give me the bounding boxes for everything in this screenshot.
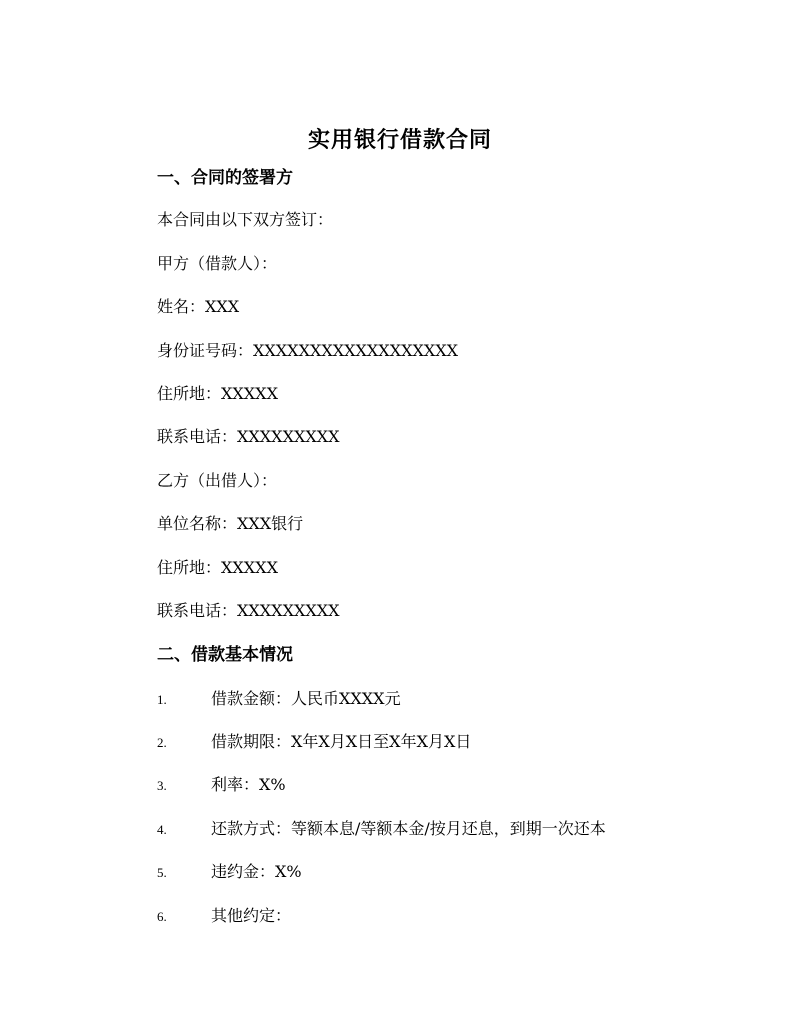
- list-number: 6.: [157, 909, 167, 924]
- party-a-name: 姓名：XXX: [157, 297, 240, 316]
- list-number: 1.: [157, 692, 167, 707]
- document-title: 实用银行借款合同: [307, 127, 492, 153]
- section-heading-loan-basics: 二、借款基本情况: [157, 645, 293, 665]
- list-number: 5.: [157, 865, 167, 880]
- list-text: 其他约定：: [211, 906, 292, 925]
- party-b-phone: 联系电话：XXXXXXXXX: [157, 601, 340, 620]
- party-b-organization: 单位名称：XXX银行: [157, 514, 304, 533]
- list-number: 4.: [157, 822, 167, 837]
- party-a-phone: 联系电话：XXXXXXXXX: [157, 427, 340, 446]
- list-number: 3.: [157, 778, 167, 793]
- party-a-label: 甲方（借款人）：: [157, 254, 278, 273]
- list-text: 还款方式：等额本息/等额本金/按月还息，到期一次还本: [211, 819, 606, 838]
- list-number: 2.: [157, 735, 167, 750]
- list-text: 借款金额：人民币XXXX元: [211, 689, 401, 708]
- list-text: 违约金：X%: [211, 862, 302, 881]
- section-heading-signatories: 一、合同的签署方: [157, 168, 293, 188]
- list-item: [157, 817, 606, 842]
- intro-text: 本合同由以下双方签订：: [157, 210, 334, 229]
- party-a-address: 住所地：XXXXX: [157, 384, 278, 403]
- list-item: [157, 860, 302, 885]
- party-a-id-number: 身份证号码：XXXXXXXXXXXXXXXXXX: [157, 341, 459, 360]
- list-item: [157, 904, 291, 929]
- party-b-label: 乙方（出借人）：: [157, 471, 278, 490]
- list-text: 利率：X%: [211, 775, 286, 794]
- list-item: [157, 773, 286, 798]
- list-item: [157, 730, 471, 755]
- list-item: [157, 687, 401, 712]
- party-b-address: 住所地：XXXXX: [157, 558, 278, 577]
- list-text: 借款期限：X年X月X日至X年X月X日: [211, 732, 472, 751]
